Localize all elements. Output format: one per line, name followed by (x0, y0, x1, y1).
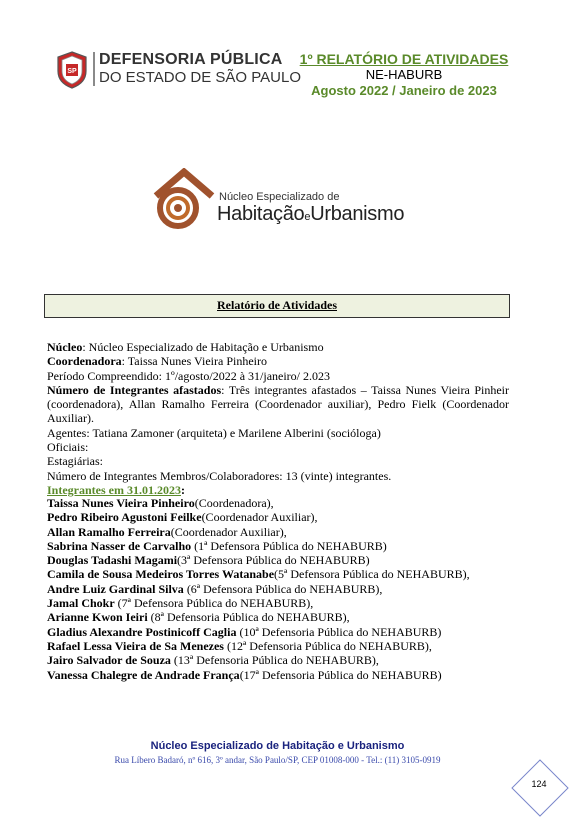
member-row (47, 525, 517, 539)
member-role: (8ª Defensoria Pública do NEHABURB), (147, 610, 350, 625)
member-name: Rafael Lessa Vieira de Sa Menezes (47, 638, 224, 653)
member-role: (5ª Defensora Pública do NEHABURB), (274, 567, 470, 582)
estagiarias-line: Estagiárias: (47, 454, 103, 469)
footer-title: Núcleo Especializado de Habitação e Urbanismo (150, 740, 405, 752)
member-row (47, 539, 517, 553)
member-name: Jairo Salvador de Souza (47, 653, 171, 668)
member-row (47, 653, 517, 667)
afastados-paragraph (47, 383, 509, 426)
oficiais-line: Oficiais: (47, 440, 89, 455)
member-name: Gladius Alexandre Postinicoff Caglia (47, 624, 237, 639)
member-name: Arianne Kwon Ieiri (47, 610, 148, 625)
member-name: Pedro Ribeiro Agustoni Feilke (47, 510, 202, 525)
member-role: (6ª Defensora Pública do NEHABURB), (183, 581, 383, 596)
section-title: Relatório de Atividades (217, 298, 337, 312)
report-period: Agosto 2022 / Janeiro de 2023 (311, 83, 497, 98)
agentes-line: Agentes: Tatiana Zamoner (arquiteta) e Marilene Alberini (socióloga) (47, 425, 381, 440)
report-subtitle: NE-HABURB (365, 67, 443, 82)
nucleo-value: : Núcleo Especializado de Habitação e Urbanismo (82, 340, 324, 354)
afastados-value: : Três integrantes afastados – Taissa Nunes Vieira Pinheir (coordenadora), Allan Ramalho Ferreira (Coordenador auxiliar), Pedro Fielk (Coordenador Auxiliar). (47, 382, 509, 426)
info-block (47, 340, 509, 497)
coord-line (47, 354, 509, 368)
integrantes-colon: : (180, 482, 185, 497)
member-role: (10ª Defensoria Pública do NEHABURB) (236, 624, 442, 639)
member-row (47, 668, 517, 682)
member-name: Douglas Tadashi Magami (47, 553, 178, 568)
coord-value: : Taissa Nunes Vieira Pinheiro (121, 354, 267, 369)
member-role: (Coordenador Auxiliar), (170, 524, 287, 539)
member-name: Allan Ramalho Ferreira (47, 524, 171, 539)
member-role: (13ª Defensoria Pública do NEHABURB), (170, 653, 379, 668)
header-divider (93, 52, 95, 86)
member-role: (Coordenadora), (194, 496, 274, 510)
member-row (47, 567, 517, 581)
defensoria-seal-logo (55, 51, 89, 89)
report-title: 1º RELATÓRIO DE ATIVIDADES (299, 51, 509, 67)
member-name: Taissa Nunes Vieira Pinheiro (47, 496, 195, 510)
member-name: Andre Luiz Gardinal Silva (47, 581, 184, 596)
member-name: Vanessa Chalegre de Andrade França (47, 667, 240, 682)
member-role: (7ª Defensora Pública do NEHABURB), (114, 596, 314, 611)
member-role: (1ª Defensora Pública do NEHABURB) (191, 538, 387, 553)
afastados-label: Número de Integrantes afastados (47, 382, 222, 397)
nucleo-line (47, 340, 509, 354)
member-row (47, 496, 517, 510)
member-row (47, 610, 517, 624)
logo-word-e: e (304, 211, 311, 223)
members-list (47, 496, 517, 682)
member-role: (17ª Defensoria Pública do NEHABURB) (239, 667, 442, 682)
member-name: Camila de Sousa Medeiros Torres Watanabe (47, 567, 275, 582)
member-row (47, 510, 517, 524)
logo-word-habitacao: Habitação (217, 203, 305, 225)
footer-address: Rua Líbero Badaró, nº 616, 3º andar, São Paulo/SP, CEP 01008-000 - Tel.: (11) 3105-0919 (114, 755, 441, 765)
org-name-line1: DEFENSORIA PÚBLICA (99, 51, 283, 68)
integrantes-title: Integrantes em 31.01.2023 (47, 482, 181, 497)
numero-membros-line: Número de Integrantes Membros/Colaboradores: 13 (vinte) integrantes. (47, 468, 392, 483)
member-name: Sabrina Nasser de Carvalho (47, 538, 192, 553)
member-role: (Coordenador Auxiliar), (201, 510, 318, 525)
logo-text-line1: Núcleo Especializado de (219, 191, 340, 203)
member-row (47, 596, 517, 610)
coord-label: Coordenadora (47, 354, 122, 369)
member-row (47, 582, 517, 596)
org-name-line2: DO ESTADO DE SÃO PAULO (99, 69, 301, 86)
member-role: (12ª Defensoria Pública do NEHABURB), (223, 638, 432, 653)
member-row (47, 625, 517, 639)
member-row (47, 553, 517, 567)
page-number: 124 (531, 779, 547, 789)
habitacao-house-logo (152, 168, 216, 230)
seal-text: SP (67, 68, 77, 75)
member-row (47, 639, 517, 653)
logo-word-urbanismo: Urbanismo (310, 203, 405, 225)
member-name: Jamal Chokr (47, 596, 115, 611)
periodo-line: Período Compreendido: 1º/agosto/2022 à 31/janeiro/ 2.023 (47, 368, 331, 383)
logo-text-line2 (217, 203, 404, 226)
nucleo-label: Núcleo (47, 340, 83, 354)
member-role: (3ª Defensora Pública do NEHABURB) (177, 553, 370, 568)
